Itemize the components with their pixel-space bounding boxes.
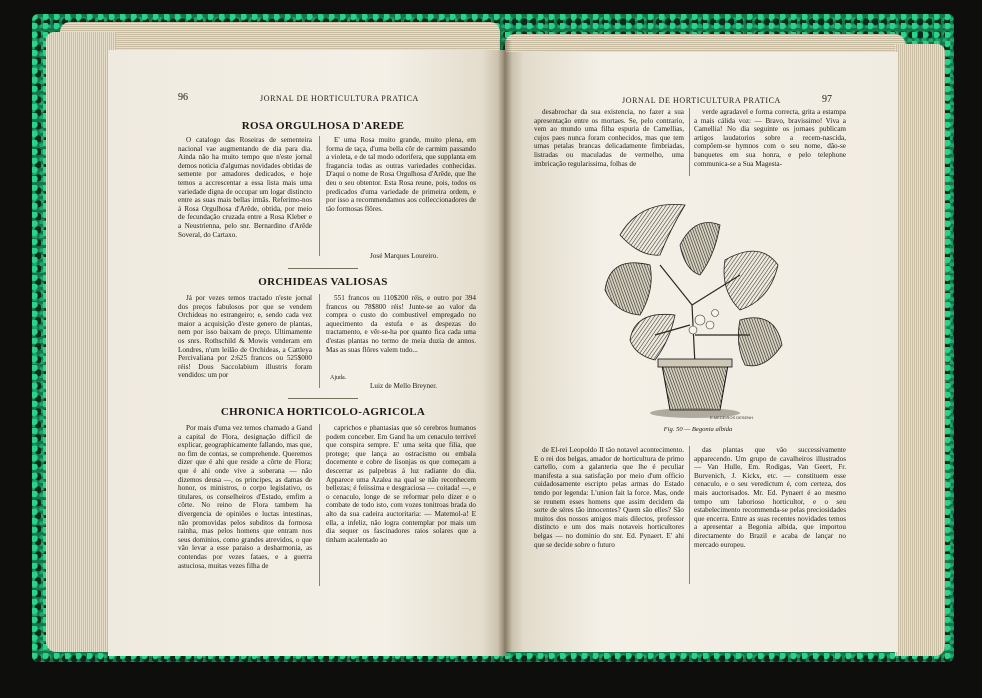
article-title-chronica: CHRONICA HORTICOLO-AGRICOLA xyxy=(220,406,426,418)
page-edges-left xyxy=(46,32,116,652)
article-orchideas-col1: Já por vezes temos tractado n'este jornal dos preços fabulosos por que se vendem Orchideas no estrangeiro; e, sendo cada vez maior a acquisição d'este genero de plantas, nem por isso baixam de preço. Ultimamente os snrs. Rothschild & Mowis venderam em Londres, n'um leilão de Orchideas, a Cattleya Percivaliana por 2:625 francos ou 525$000 réis! Dous Saccolabium illustris foram vendidos: um por xyxy=(178,294,312,380)
article-rosa-col2: E' uma Rosa muito grande, muito plena, em forma de taça, d'uma bella côr de carmim passando a violeta, e de tal modo odorifera, que supplanta em fragancia todas as outras variedades conhecidas. D'aqui o nome de Rosa Orgulhosa d'Arêde, que lhe deu o seu obtentor. Esta Rosa reune, pois, todos os predicados d'uma variedade de primeira ordem, e por isso a recommendamos aos colleccionadores de tão formosas flôres. xyxy=(326,136,476,213)
signature-breyner: Luiz de Mello Breyner. xyxy=(370,382,438,390)
section-rule xyxy=(288,398,358,399)
page-edges-top-right xyxy=(505,34,905,54)
leaf-top-center xyxy=(680,223,720,276)
column-divider xyxy=(319,424,320,586)
flower-pot xyxy=(650,359,740,418)
article-rosa-col1: O catalogo das Roseiras de sementeira nacional vae augmentando de dia para dia. Ainda não ha muito tempo que n'este jornal demos noticia d'algumas novidades obtidas de semente por amadores dedicados, e hoje temos a accrescentar a essa lista mais uma variedade digna de occupar um logar distincto entre as suas mais bellas irmãs. Referimo-nos á Rosa Orgulhosa d'Arêde, obtida, por meio de fecundação cruzada entre a Rosa Kleber e a Neustrienna, pelo snr. Bernardino d'Arêde Soveral, do Cartaxo. xyxy=(178,136,312,239)
running-head: JORNAL DE HORTICULTURA PRATICA xyxy=(622,96,781,105)
page-number: 97 xyxy=(822,94,832,105)
top-col2: verde agradavel e forma correcta, grita a estampa a mais cálida voz: — Bravo, bravissimo! Viva a Camellia! No dia seguinte os jornaes publicam artigos laudatorios sobre a recem-nascida, compõem-se hymnos com o seu nome, dão-se banquetes em sua honra, e pelo telephone communica-se a Sua Magesta- xyxy=(694,108,846,168)
leaf-lower-left xyxy=(630,314,675,360)
page-edges-right xyxy=(895,44,945,656)
figure-caption: Fig. 50 — Begonia albida xyxy=(663,426,733,433)
book-gutter xyxy=(498,40,512,656)
top-col1: desabrochar da sua existencia, no fazer a sua apresentação entre os mortaes. Se, pelo contrario, vem ao mundo uma filha espuria de Camellias, cujos paes nunca foram conhecidos, mas que tem umas petalas brancas delicadamente fimbriadas, listradas ou maculadas de vermelho, uma imbricação regularissima, folhas de xyxy=(534,108,684,168)
bottom-col2: das plantas que vão successivamente apparecendo. Um grupo de cavalheiros illustrados — Van Hulle, Em. Rodigas, Van Geert, Fr. Burvenich, J. Kickx, etc. — constituem esse cenaculo, e o seu veredictum é, com certeza, dos mais auctorisados. Mr. Ed. Pynaert é ao mesmo tempo um laborioso horticultor, e o seu estabelecimento recommenda-se pelas preciosidades que encerra. Entre as suas recentes novidades temos a apresentar a Begonia albida, que importou directamente do Brazil e acaba de lançar no mercado europeu. xyxy=(694,446,846,549)
column-divider xyxy=(319,136,320,256)
article-chronica-col2: caprichos e phantasias que só cerebros humanos podem conceber. Em Gand ha um cenaculo terrivel que conspira sempre. E' uma seita que filia, que protege; que lança ao ostracismo ou embala docemente e cobre de lisonjas os que começam a descerrar as palpebras á luz radiante do dia. Apparece uma Azalea na qual se não reconhecem bellezas; é feiissima e desgraciosa — coitada! —, e o cenaculo, longe de se reformar pelo dizer e o combate de todo isto, com vozes tonitroas brada do alto da sua cadeira auctoritaria: — Matemol-a! E ella, a infeliz, não logra contemplar por mais um dia sequer os fascinadores raios solares que a tinham acalentado ao xyxy=(326,424,476,544)
article-chronica-col1: Por mais d'uma vez temos chamado a Gand a capital de Flora, designação difficil de explicar, geographicamente fallando, mas que, no fim de contas, se comprehende. Queremos dizer que é ahi que reside a côrte de Flora; que é ahi onde vive a soberana — não dizemos deusa —, os principes, as damas de honor, os ministros, o corpo legislativo, os titulares, os conselheiros d'Estado, emfim a côrte. No reino de Flora tambem ha divergencia de opiniões e luctas intestinas, não promovidas pelos subditos da formosa rainha, mas pelos homens que entram nos seus dominios, como grandes atrevidos, o que vão levar a esse paraiso a desharmonia, as contendas por vezes fataes, e a guerra astuciosa, muitas vezes filha de xyxy=(178,424,312,570)
signature-loureiro: José Marques Loureiro. xyxy=(370,252,439,260)
leaf-left xyxy=(605,263,651,315)
column-divider xyxy=(319,294,320,388)
column-divider xyxy=(689,446,690,584)
section-rule xyxy=(288,268,358,269)
page-edges-top-left xyxy=(60,22,500,50)
begonia-illustration xyxy=(600,195,785,420)
bottom-col1: de El-rei Leopoldo II tão notavel acontecimento. E o rei dos belgas, amador de horticultura de primo cartello, com a galanteria que lhe é peculiar manifesta a sua satisfação por meio d'um officio cuidadosamente escripto pelas armas do Estado tendo por legenda: L'union fait la force. Mas, onde se reunem esses homens que assim decidem da sorte de séres tão innocentes? Quem são elles? São muitos dos nossos amigos mais dilectos, professor distincto e um dos mais notaveis horticultores belgas — no dominio do snr. Ed. Pynaert. E' ahi que se decide sobre o futuro xyxy=(534,446,684,549)
left-page xyxy=(108,50,506,656)
leaf-lower-right xyxy=(738,318,782,366)
article-title-orchideas: ORCHIDEAS VALIOSAS xyxy=(258,276,388,288)
right-page xyxy=(504,52,898,652)
running-head: JORNAL DE HORTICULTURA PRATICA xyxy=(260,94,419,103)
leaf-top-left xyxy=(620,204,685,255)
engraver-signature: E.MEDEIROS DESENH. xyxy=(710,415,755,420)
column-divider xyxy=(689,108,690,176)
place-ajuda: Ajuda. xyxy=(330,375,347,381)
article-orchideas-col2: 551 francos ou 110$200 réis, e outro por 394 francos ou 78$800 réis! Junte-se ao valor da compra o custo do combustivel empregado no aquecimento da estufa e as despezas do tractamento, e vêr-se-ha por quanto fica cada uma d'estas plantas no termo de meia duzia de annos. Mas as suas flôres valem tudo... xyxy=(326,294,476,354)
article-title-rosa: ROSA ORGULHOSA D'AREDE xyxy=(241,120,405,132)
page-number: 96 xyxy=(178,92,188,103)
